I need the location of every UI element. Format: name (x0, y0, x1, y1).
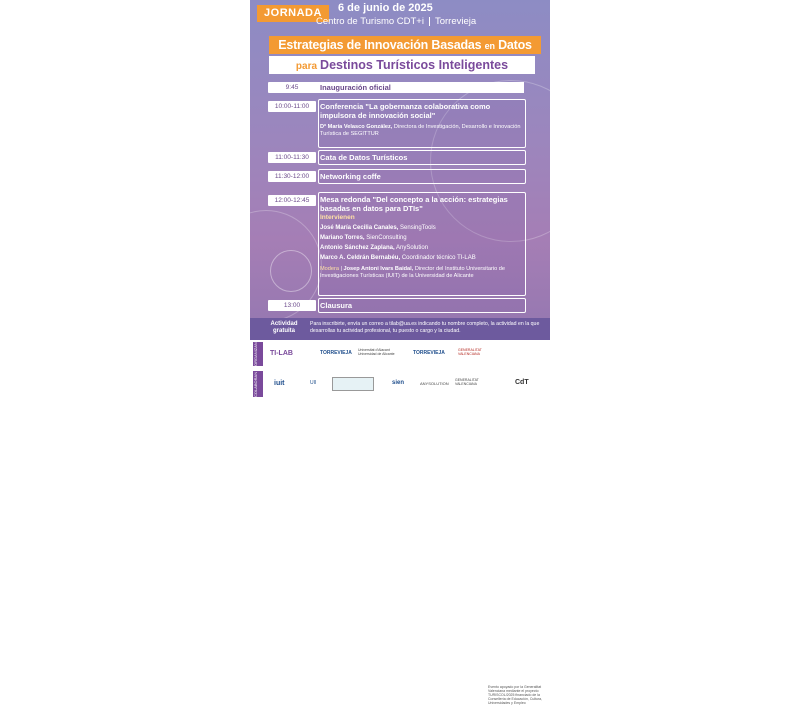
panel-moderator: Modera | Josep Antoni Ivars Baidal, Director del Instituto Universitario de Investigaciones Turísticas (IUIT) de la Universidad de Alicante (320, 266, 505, 279)
uii-logo: UII (310, 380, 317, 386)
speaker-name: Dª María Velasco González, (320, 124, 393, 130)
venue-name: Centro de Turismo CDT+i (316, 16, 424, 27)
tilab-logo: TI-LAB (270, 350, 293, 357)
cdt-logo: CdT (515, 379, 529, 386)
agenda-time: 11:00-11:30 (268, 152, 316, 163)
iuit-logo: iuit (274, 380, 285, 387)
panel-speaker: Marco A. Celdrán Bernabéu, Coordinador técnico TI-LAB (320, 255, 476, 261)
funding-note: Evento apoyado por la Generalitat Valenciana mediante el proyecto TURISCOL/2025 financiado de la Consellería de Educación, Cultura, Universidades y Empleo (488, 685, 543, 705)
speaker-role: Directora de Investigación, Desarrollo e Innovación Turística de SEGITTUR (320, 124, 521, 137)
title-text-small: en (484, 41, 495, 51)
agenda-title: Conferencia "La gobernanza colaborativa como impulsora de innovación social" (320, 102, 491, 120)
title-prefix: para (295, 61, 318, 72)
agenda-time: 9:45 (268, 82, 316, 93)
panel-speaker: José María Cecilia Canales, SensingTools (320, 225, 436, 231)
moderator-label: Modera (320, 266, 339, 272)
moderator-name: Josep Antoni Ivars Baidal, (343, 266, 414, 272)
anysolution-logo: ANYSOLUTION (420, 381, 449, 386)
event-title-line1 (269, 36, 541, 54)
event-date: 6 de junio de 2025 (338, 2, 433, 14)
wifi-decoration-icon (270, 250, 312, 292)
agenda-item (314, 82, 524, 93)
event-venue (316, 16, 476, 27)
event-type-badge: JORNADA (257, 5, 329, 22)
speakers-heading: Intervienen (320, 214, 355, 221)
venue-city: Torrevieja (434, 16, 477, 27)
agenda-title: Cata de Datos Turísticos (320, 153, 408, 162)
agenda-time: 10:00-11:00 (268, 101, 316, 112)
generalitat-logo-2: GENERALITAT VALENCIANA (455, 378, 479, 386)
registration-text: Para inscribirte, envía un correo a tilab@ua.es indicando tu nombre completo, la actividad en la que desarrollas tu actividad profesional, tu puesto o cargo y la ciudad. (310, 321, 540, 334)
sensingtools-logo (332, 377, 374, 391)
organizers-tag: ORGANIZAN (253, 342, 263, 366)
separator (429, 17, 430, 26)
agenda-title: Mesa redonda "Del concepto a la acción: estrategias basadas en datos para DTIs" (320, 195, 508, 213)
title-text: Destinos Turísticos Inteligentes (320, 58, 509, 72)
registration-info (250, 318, 550, 340)
torrevieja-logo: TORREVIEJA (320, 350, 352, 356)
torrevieja-logo-2: TORREVIEJA (413, 350, 445, 356)
panel-speaker: Mariano Torres, SienConsulting (320, 235, 407, 241)
agenda-title: Networking coffe (320, 172, 381, 181)
sien-logo: sien (392, 380, 405, 386)
moderator-role: Director del Instituto Universitario de Investigaciones Turísticas (IUIT) de la Universidad de Alicante (320, 266, 505, 279)
collaborators-tag: COLABORAN (253, 371, 263, 397)
event-title-line2 (269, 56, 535, 74)
agenda-speaker (320, 124, 525, 138)
free-activity-label: Actividad gratuita (270, 321, 298, 334)
event-poster (250, 0, 550, 705)
panel-speaker: Antonio Sánchez Zaplana, AnySolution (320, 245, 429, 251)
agenda-time: 12:00-12:45 (268, 195, 316, 206)
title-text: Estrategias de Innovación Basadas (278, 38, 482, 52)
generalitat-logo: GENERALITAT VALENCIANA (458, 348, 482, 356)
collaborators-logos (250, 368, 550, 400)
agenda-title: Inauguración oficial (320, 83, 391, 92)
agenda-time: 11:30-12:00 (268, 171, 316, 182)
ua-logo: Universitat d'Alacant Universidad de Alicante (358, 348, 395, 356)
agenda-time: 13:00 (268, 300, 316, 311)
agenda-title: Clausura (320, 301, 353, 310)
title-text-end: Datos (498, 38, 532, 52)
